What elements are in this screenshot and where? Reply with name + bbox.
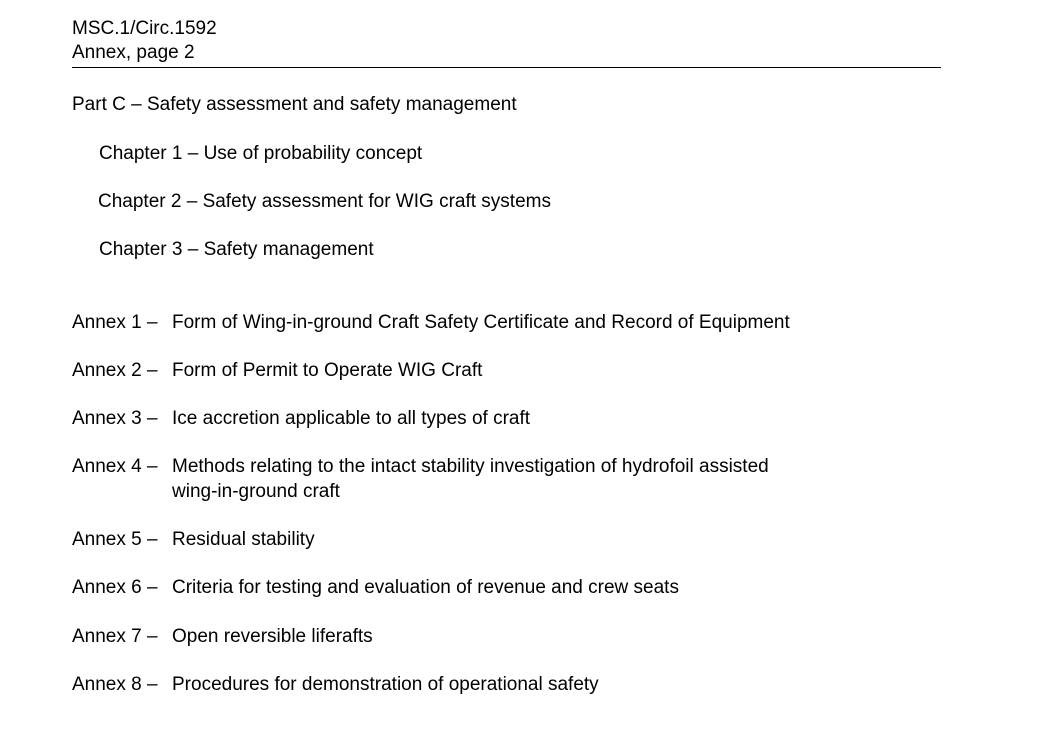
annex-title: Form of Permit to Operate WIG Craft bbox=[172, 360, 483, 381]
page-header bbox=[72, 17, 941, 68]
annex-title: Residual stability bbox=[172, 529, 315, 550]
chapter-2-entry: Chapter 2 – Safety assessment for WIG craft systems bbox=[98, 191, 551, 212]
page-reference: Annex, page 2 bbox=[72, 42, 195, 63]
chapter-1-entry: Chapter 1 – Use of probability concept bbox=[99, 143, 423, 164]
annex-label: Annex 6 – bbox=[72, 577, 158, 598]
annex-8-entry bbox=[72, 672, 932, 697]
annex-label: Annex 3 – bbox=[72, 408, 158, 429]
annex-label: Annex 2 – bbox=[72, 360, 158, 381]
annex-label: Annex 5 – bbox=[72, 529, 158, 550]
document-reference: MSC.1/Circ.1592 bbox=[72, 18, 217, 39]
annex-5-entry bbox=[72, 527, 932, 552]
annex-label: Annex 4 – bbox=[72, 456, 158, 477]
annex-7-entry bbox=[72, 624, 932, 649]
part-c-heading: Part C – Safety assessment and safety management bbox=[72, 94, 517, 115]
annex-label: Annex 8 – bbox=[72, 674, 158, 695]
annex-3-entry bbox=[72, 406, 932, 431]
annex-1-entry bbox=[72, 310, 932, 335]
annex-title: Form of Wing-in-ground Craft Safety Certificate and Record of Equipment bbox=[172, 312, 790, 333]
annex-title: Methods relating to the intact stability investigation of hydrofoil assisted wing-in-ground craft bbox=[172, 456, 769, 502]
annex-4-entry bbox=[72, 454, 772, 504]
annex-title: Open reversible liferafts bbox=[172, 626, 373, 647]
annex-6-entry bbox=[72, 575, 932, 600]
chapter-3-entry: Chapter 3 – Safety management bbox=[99, 239, 374, 260]
annex-label: Annex 1 – bbox=[72, 312, 158, 333]
annex-2-entry bbox=[72, 358, 932, 383]
annex-title: Ice accretion applicable to all types of craft bbox=[172, 408, 531, 429]
annex-title: Criteria for testing and evaluation of revenue and crew seats bbox=[172, 577, 679, 598]
annex-label: Annex 7 – bbox=[72, 626, 158, 647]
annex-title: Procedures for demonstration of operational safety bbox=[172, 674, 599, 695]
